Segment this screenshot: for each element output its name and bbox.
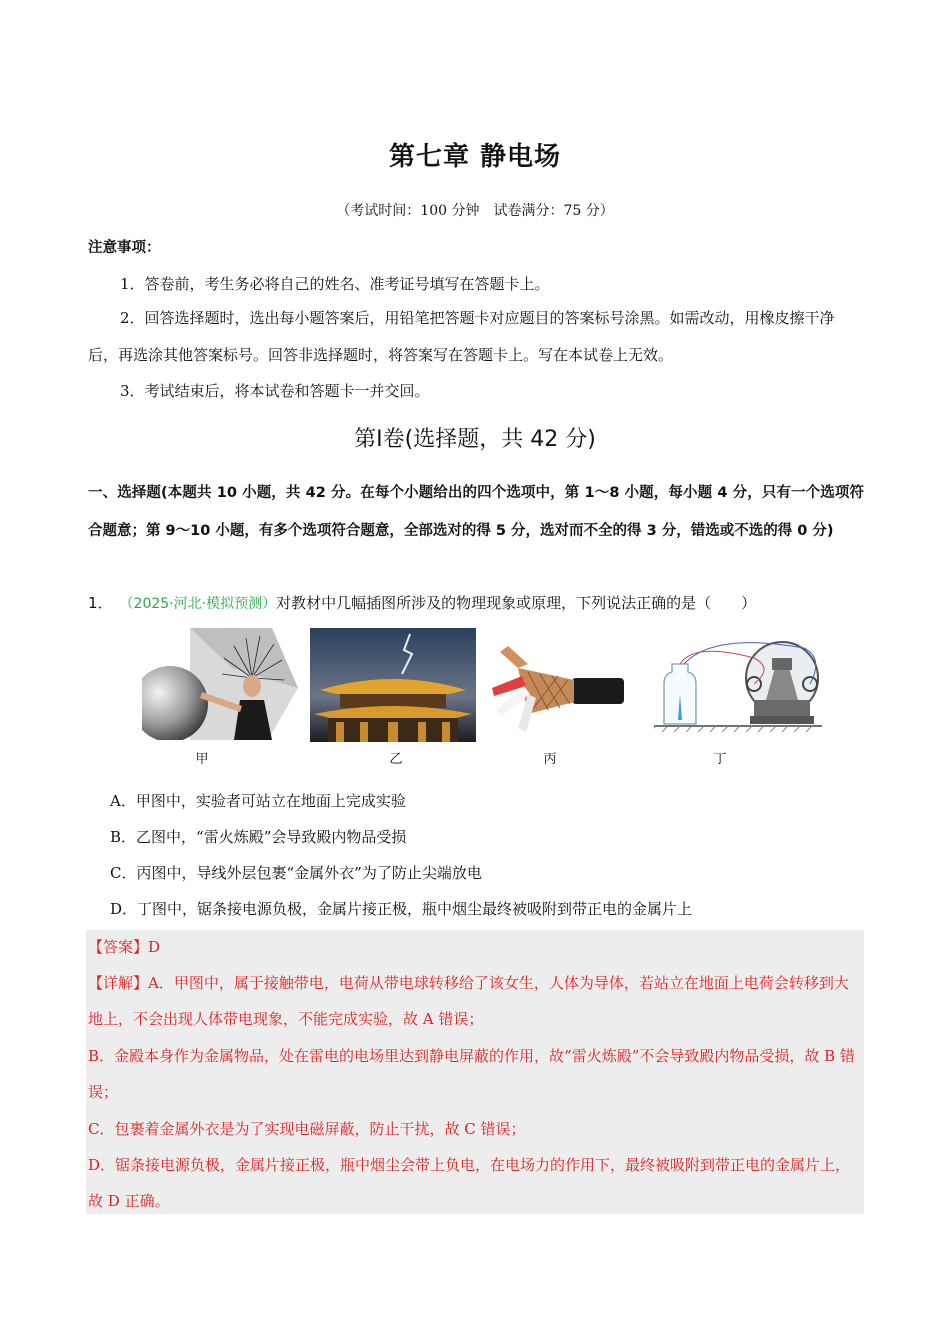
exam-info: （考试时间：100 分钟 试卷满分：75 分） — [336, 203, 614, 219]
section-title: 第Ⅰ卷(选择题，共 42 分) — [354, 427, 596, 452]
detail-c: C．包裹着金属外衣是为了实现电磁屏蔽，防止干扰，故 C 错误； — [88, 1120, 526, 1138]
note-item-2: 2．回答选择题时，选出每小题答案后，用铅笔把答题卡对应题目的答案标号涂黑。如需改动，用橡皮擦干净后，再选涂其他答案标号。回答非选择题时，将答案写在答题卡上。写在本试卷上无效。 — [88, 309, 835, 364]
figure-label-jia: 甲 — [195, 752, 209, 767]
detail-a: 【详解】A．甲图中，属于接触带电，电荷从带电球转移给了该女生，人体为导体，若站立在地面上电荷会转移到大地上，不会出现人体带电现象，不能完成实验，故 A 错误； — [88, 974, 849, 1028]
option-b: B．乙图中，“雷火炼殿”会导致殿内物品受损 — [110, 828, 407, 846]
figure-bing-image — [488, 628, 624, 744]
note-item-3: 3．考试结束后，将本试卷和答题卡一并交回。 — [120, 382, 430, 400]
note-item-1: 1．答卷前，考生务必将自己的姓名、准考证号填写在答题卡上。 — [120, 275, 550, 293]
figure-label-ding: 丁 — [713, 752, 727, 767]
figure-ding-image — [654, 628, 822, 732]
figure-label-bing: 丙 — [543, 752, 557, 767]
question-source: （2025·河北·模拟预测） — [126, 596, 277, 612]
answer-line: 【答案】D — [88, 938, 161, 956]
question-1 — [88, 588, 864, 619]
page-title: 第七章 静电场 — [388, 142, 562, 172]
figure-label-yi: 乙 — [389, 752, 403, 767]
question-number: 1． — [88, 594, 113, 612]
section-instructions: 一、选择题(本题共 10 小题，共 42 分。在每个小题给出的四个选项中，第 1～8 小题，每小题 4 分，只有一个选项符合题意；第 9～10 小题，有多个选项符合题意，全部选对的得 5 分，选对而不全的得 3 分，错选或不选的得 0 分) — [88, 485, 864, 539]
option-d: D．丁图中，锯条接电源负极，金属片接正极，瓶中烟尘最终被吸附到带正电的金属片上 — [110, 900, 693, 918]
figure-yi-image — [310, 628, 476, 742]
notes-heading: 注意事项： — [88, 240, 161, 256]
detail-d: D．锯条接电源负极，金属片接正极，瓶中烟尘会带上负电，在电场力的作用下，最终被吸附到带正电的金属片上，故 D 正确。 — [88, 1156, 851, 1210]
figure-jia-image — [142, 628, 298, 740]
detail-b: B．金殿本身作为金属物品，处在雷电的电场里达到静电屏蔽的作用，故“雷火炼殿”不会导致殿内物品受损，故 B 错误； — [88, 1047, 855, 1101]
question-stem: 对教材中几幅插图所涉及的物理现象或原理，下列说法正确的是（ ） — [276, 594, 757, 612]
option-a: A．甲图中，实验者可站立在地面上完成实验 — [110, 792, 406, 810]
option-c: C．丙图中，导线外层包裹“金属外衣”为了防止尖端放电 — [110, 864, 482, 882]
